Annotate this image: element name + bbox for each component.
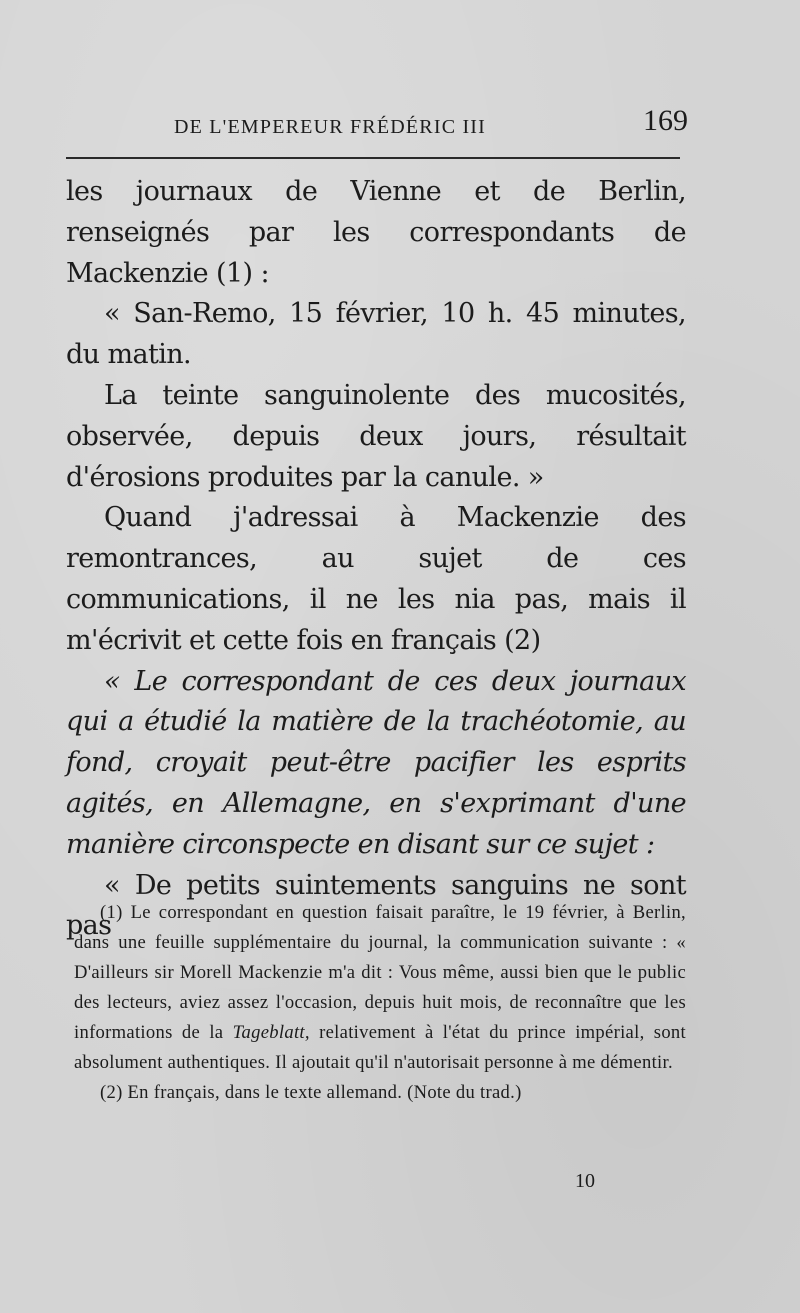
page-header [170, 104, 688, 144]
paragraph-4: Quand j'adressai à Mackenzie des remontrances, au sujet de ces communications, il ne les nia pas, mais il m'écrivit et cette fois en français (2) [66, 502, 686, 656]
footnote-2: (2) En français, dans le texte allemand. (Note du trad.) [100, 1082, 522, 1103]
paragraph-2: « San-Remo, 15 février, 10 h. 45 minutes, du matin. [66, 298, 686, 371]
footnote-1-text-a: (1) Le correspondant en question faisait paraître, le 19 février, à Berlin, dans une feuille supplémentaire du journal, la communication suivante : « D'ailleurs sir Morell Mackenzie m'a dit : Vous même, aussi bien que le public des lecteurs, aviez assez l'occasion, depuis huit mois, de reconnaître que les informations de la [74, 902, 686, 1043]
main-text [66, 172, 686, 947]
paragraph-6: « De petits suintements sanguins ne sont pas [66, 869, 686, 942]
signature-mark: 10 [575, 1170, 595, 1192]
footnotes [74, 898, 686, 1108]
page-number: 169 [643, 104, 688, 137]
paragraph-3: La teinte sanguinolente des mucosités, observée, depuis deux jours, résultait d'érosions produites par la canule. » [66, 379, 686, 493]
paragraph-5-quote: « Le correspondant de ces deux journaux qui a étudié la matière de la trachéotomie, au fond, croyait peut-être pacifier les esprits agités, en Allemagne, en s'exprimant d'une manière circonspecte en disant sur ce sujet : [66, 665, 686, 860]
header-rule [66, 157, 680, 159]
running-title: DE L'EMPEREUR FRÉDÉRIC III [174, 116, 487, 138]
footnote-1-newspaper-title: Tageblatt, [232, 1022, 310, 1043]
footnote-1 [74, 898, 686, 1078]
paragraph-1: les journaux de Vienne et de Berlin, renseignés par les correspondants de Mackenzie (1) : [66, 176, 686, 289]
footnote-1-text-b: relativement à l'état du prince impérial, sont absolument authentiques. Il ajoutait qu'il n'autorisait personne à me démentir. [74, 1022, 686, 1073]
